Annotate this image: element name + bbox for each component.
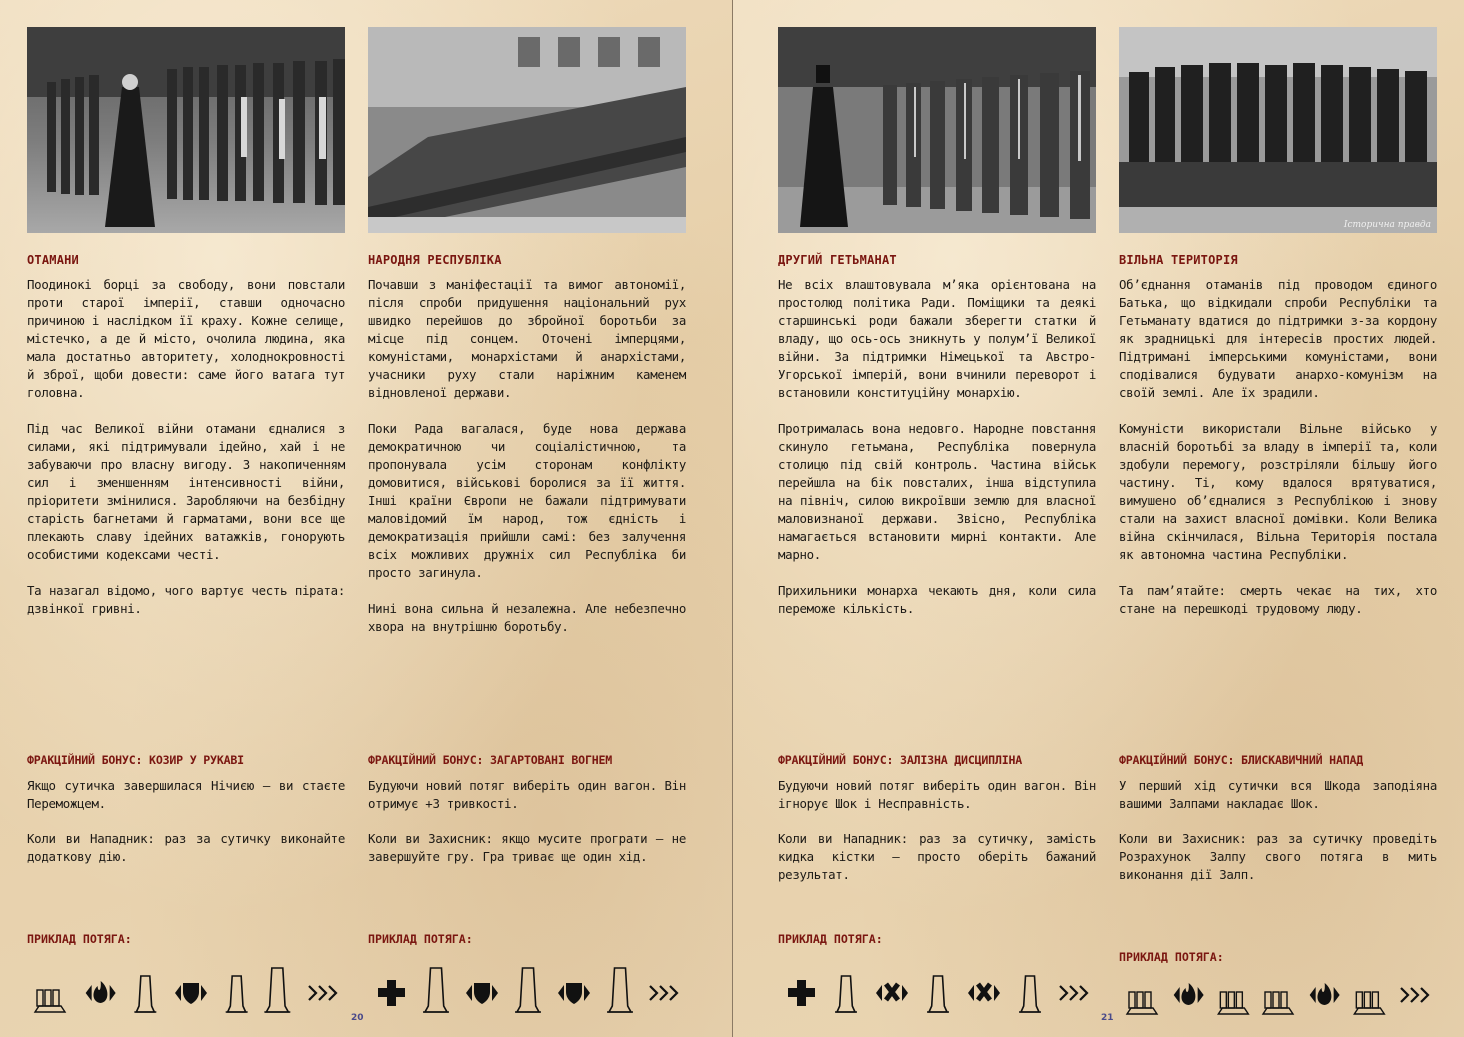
faction-bonus-title: ФРАКЦІЙНИЙ БОНУС: ЗАЛІЗНА ДИСЦИПЛІНА	[778, 753, 1023, 767]
flame-hex-icon	[86, 981, 116, 1003]
train-example	[1119, 968, 1437, 1018]
faction-title: ДРУГИЙ ГЕТЬМАНАТ	[778, 253, 897, 267]
train-diagram	[368, 966, 686, 1016]
direction-arrows-icon	[1401, 988, 1428, 1002]
triple-wagon-icon	[1127, 992, 1157, 1014]
photo-watermark: Історична правда	[1343, 220, 1431, 230]
photo-anarchist-group	[1119, 27, 1437, 233]
paragraph: Та пам’ятайте: смерть чекає на тих, хто стане на перешкоді трудовому люду.	[1119, 583, 1437, 616]
faction-description	[27, 276, 345, 636]
faction-description	[1119, 276, 1437, 636]
wagon-icon	[226, 976, 248, 1012]
faction-column-free-territory	[1119, 0, 1437, 1037]
train-example-label: ПРИКЛАД ПОТЯГА:	[27, 932, 132, 946]
faction-bonus-title: ФРАКЦІЙНИЙ БОНУС: БЛИСКАВИЧНИЙ НАПАД	[1119, 753, 1364, 767]
bonus-paragraph: У перший хід сутички вся Шкода заподіяна вашими Залпами накладає Шок.	[1119, 778, 1437, 811]
faction-photo	[778, 27, 1096, 233]
wagon-icon	[134, 976, 156, 1012]
train-diagram	[1119, 968, 1437, 1018]
shield-hex-icon	[175, 983, 207, 1004]
shield-hex-icon	[466, 983, 498, 1004]
faction-photo	[368, 27, 686, 233]
tall-wagon-icon	[423, 968, 449, 1012]
faction-column-republic	[368, 0, 686, 1037]
train-diagram	[27, 966, 345, 1016]
paragraph: Не всіх влаштовувала м’яка орієнтована на простолюд політика Ради. Поміщики та деякі старшинські роди бажали зберегти статки й владу, що ось-ось зникнуть у полум’ї Великої війни. За підтримки Німецької та Австро-Угорської імперій, вони вчинили переворот і встановили конституційну монархію.	[778, 277, 1096, 400]
bonus-paragraph: Коли ви Захисник: якщо мусите програти – не завершуйте гру. Гра триває ще один хід.	[368, 831, 686, 864]
train-example-label: ПРИКЛАД ПОТЯГА:	[778, 932, 883, 946]
shield-hex-icon	[558, 983, 590, 1004]
faction-bonus-title: ФРАКЦІЙНИЙ БОНУС: КОЗИР У РУКАВІ	[27, 753, 244, 767]
bonus-paragraph: Будуючи новий потяг виберіть один вагон. Він ігнорує Шок і Несправність.	[778, 778, 1096, 811]
cross-hex-icon	[876, 984, 908, 1001]
paragraph: Нині вона сильна й незалежна. Але небезпечно хвора на внутрішню боротьбу.	[368, 601, 686, 634]
flame-hex-icon	[1174, 983, 1204, 1005]
train-diagram	[778, 966, 1096, 1016]
faction-bonus-title: ФРАКЦІЙНИЙ БОНУС: ЗАГАРТОВАНІ ВОГНЕМ	[368, 753, 613, 767]
direction-arrows-icon	[650, 986, 677, 1000]
direction-arrows-icon	[309, 986, 336, 1000]
paragraph: Почавши з маніфестації та вимог автономії, після спроби придушення національний рух швидко перейшов до збройної боротьби за місце під сонцем. Оточені імперцями, комуністами, монархістами й анархістами, учасники руху стали наріжним каменем відновленої держави.	[368, 277, 686, 400]
page-right	[732, 0, 1464, 1037]
wagon-icon	[1019, 976, 1041, 1012]
cross-hex-icon	[968, 984, 1000, 1001]
triple-wagon-icon	[1263, 992, 1293, 1014]
train-example-label: ПРИКЛАД ПОТЯГА:	[1119, 950, 1224, 964]
faction-title: НАРОДНЯ РЕСПУБЛІКА	[368, 253, 502, 267]
page-number: 21	[1101, 1013, 1114, 1023]
bonus-paragraph: Коли ви Нападник: раз за сутичку виконайте додаткову дію.	[27, 831, 345, 864]
triple-wagon-icon	[1218, 992, 1248, 1014]
triple-wagon-icon	[35, 990, 65, 1012]
faction-column-otamany	[27, 0, 345, 1037]
photo-kneeling-riflemen	[368, 27, 686, 233]
photo-hetman-parade	[778, 27, 1096, 233]
faction-bonus	[1119, 777, 1437, 901]
paragraph: Прихильники монарха чекають дня, коли сила переможе кількість.	[778, 583, 1096, 616]
tall-wagon-icon	[607, 968, 633, 1012]
train-example	[27, 966, 345, 1016]
tall-wagon-icon	[264, 968, 290, 1012]
train-example-label: ПРИКЛАД ПОТЯГА:	[368, 932, 473, 946]
page-number: 20	[351, 1013, 364, 1023]
wagon-icon	[927, 976, 949, 1012]
paragraph: Під час Великої війни отамани єдналися з силами, які підтримували ідейно, хай і не забуваючи про власну вигоду. З накопиченням сил і зменшенням інтенсивності війни, пріоритети змінилися. Заробляючи на безбідну старість багнетами й гарматами, вони все ще плекають славу ідейних ватажків, гонорують особистими кодексами честі.	[27, 421, 345, 562]
paragraph: Комуністи використали Вільне військо у власній боротьбі за владу в імперії та, коли здобули перемогу, розстріляли більшу його частину. Ті, кому вдалося врятуватися, вимушено об’єдналися з Республікою і знову стали на захист власної домівки. Коли Велика війна скінчилася, Вільна Територія постала як автономна частина Республіки.	[1119, 421, 1437, 562]
faction-description	[368, 276, 686, 654]
faction-photo	[1119, 27, 1437, 233]
cross-icon	[378, 980, 405, 1006]
faction-title: ВІЛЬНА ТЕРИТОРІЯ	[1119, 253, 1238, 267]
paragraph: Поки Рада вагалася, буде нова держава демократичною чи соціалістичною, та пропонувала усім сторонам конфлікту домовитися, військові боролися за її життя. Інші країни Європи не бажали підтримувати маловідомий їм народ, тож єдність і демократизація прийшли самі: без залучення всіх можливих дружніх сил Республіка би просто загинула.	[368, 421, 686, 580]
faction-bonus	[778, 777, 1096, 901]
bonus-paragraph: Якщо сутичка завершилася Нічиєю – ви стаєте Переможцем.	[27, 778, 345, 811]
paragraph: Та назагал відомо, чого вартує честь пірата: дзвінкої гривні.	[27, 583, 345, 616]
bonus-paragraph: Коли ви Нападник: раз за сутичку, замість кидка кістки – просто оберіть бажаний результат.	[778, 831, 1096, 882]
photo-cossack-ranks	[27, 27, 345, 233]
faction-column-hetmanate	[778, 0, 1096, 1037]
bonus-paragraph: Коли ви Захисник: раз за сутичку проведіть Розрахунок Залпу свого потяга в мить виконання дії Залп.	[1119, 831, 1437, 882]
paragraph: Протрималась вона недовго. Народне повстання скинуло гетьмана, Республіка повернула столицю під свій контроль. Частина військ перейшла на бік повсталих, інша відступила на північ, силою викроївши землю для власної маловизнаної держави. Звісно, Республіка намагається встановити мирні контакти. Але марно.	[778, 421, 1096, 562]
faction-bonus	[368, 777, 686, 883]
faction-title: ОТАМАНИ	[27, 253, 79, 267]
paragraph: Поодинокі борці за свободу, вони повстали проти старої імперії, ставши одночасно причиною і наслідком її краху. Кожне селище, містечко, а де й місто, очолила людина, яка мала достатньо авторитету, холоднокровності й зброї, щоби довести: саме його ватага тут головна.	[27, 277, 345, 400]
faction-bonus	[27, 777, 345, 883]
train-example	[368, 966, 686, 1016]
tall-wagon-icon	[515, 968, 541, 1012]
triple-wagon-icon	[1354, 992, 1384, 1014]
bonus-paragraph: Будуючи новий потяг виберіть один вагон. Він отримує +3 тривкості.	[368, 778, 686, 811]
cross-icon	[788, 980, 815, 1006]
flame-hex-icon	[1310, 983, 1340, 1005]
faction-description	[778, 276, 1096, 636]
train-example	[778, 966, 1096, 1016]
direction-arrows-icon	[1060, 986, 1087, 1000]
faction-photo	[27, 27, 345, 233]
wagon-icon	[835, 976, 857, 1012]
paragraph: Об’єднання отаманів під проводом єдиного Батька, що відкидали спроби Республіки та Гетьманату вдатися до підтримки з-за кордону як зрадницькі для інтересів простих людей. Підтримані імперськими комуністами, вони сподівалися будувати анархо-комунізм на своїй землі. Але їх зрадили.	[1119, 277, 1437, 400]
